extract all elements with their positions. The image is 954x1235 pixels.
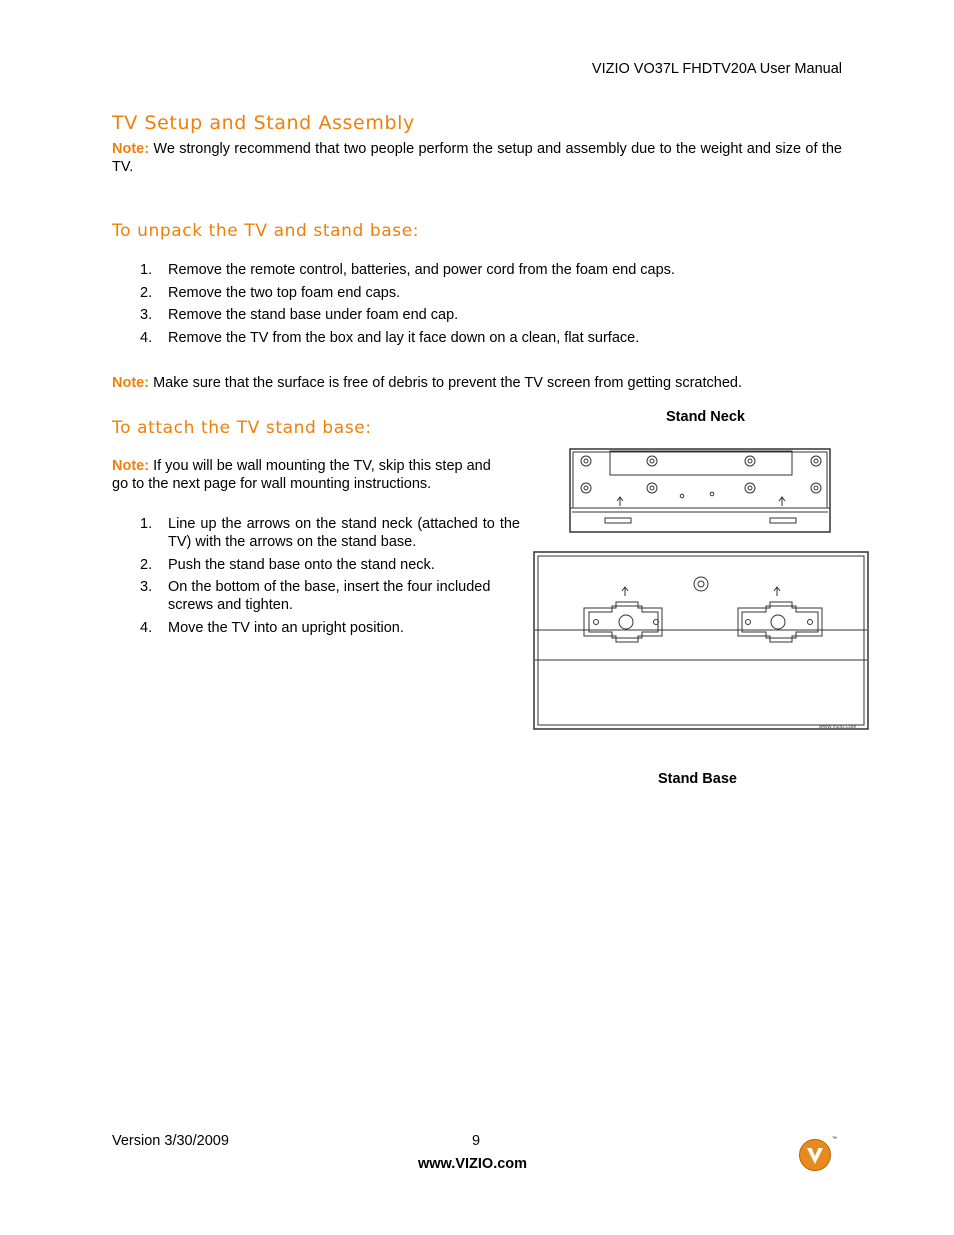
list-item: 2. Push the stand base onto the stand neck. bbox=[140, 556, 435, 573]
base-imprint-text: WWW.VIZIO.COM bbox=[818, 724, 856, 729]
stand-base-caption: Stand Base bbox=[658, 771, 737, 787]
list-item: 3. Remove the stand base under foam end cap. bbox=[140, 307, 459, 323]
note-label: Note: bbox=[112, 141, 150, 157]
unpack-steps-list bbox=[112, 261, 842, 347]
section-title: TV Setup and Stand Assembly bbox=[112, 112, 415, 134]
list-item: 4. Remove the TV from the box and lay it face down on a clean, flat surface. bbox=[140, 329, 640, 346]
stand-assembly-illustration bbox=[532, 446, 872, 732]
vizio-logo-icon bbox=[798, 1138, 832, 1172]
note-label: Note: bbox=[112, 458, 150, 474]
trademark-symbol: ™ bbox=[832, 1136, 837, 1142]
list-item: 1. Remove the remote control, batteries, and power cord from the foam end caps. bbox=[140, 262, 675, 278]
footer-website: www.VIZIO.com bbox=[418, 1156, 528, 1172]
wall-mount-note bbox=[112, 457, 502, 493]
stand-base-drawing bbox=[534, 552, 868, 729]
attach-steps-list bbox=[112, 515, 520, 637]
note-label: Note: bbox=[112, 375, 150, 391]
note-text: Make sure that the surface is free of debris to prevent the TV screen from getting scratched. bbox=[149, 375, 742, 391]
note-text: We strongly recommend that two people perform the setup and assembly due to the weight and size of the TV. bbox=[112, 141, 842, 175]
list-item: 3. On the bottom of the base, insert the four included screws and tighten. bbox=[140, 579, 491, 613]
unpack-heading: To unpack the TV and stand base: bbox=[112, 221, 420, 241]
footer-page-number: 9 bbox=[472, 1133, 481, 1149]
stand-neck-caption: Stand Neck bbox=[666, 409, 745, 425]
footer-version: Version 3/30/2009 bbox=[112, 1133, 229, 1149]
stand-neck-drawing bbox=[570, 449, 830, 532]
surface-note bbox=[112, 374, 842, 392]
intro-note bbox=[112, 140, 842, 176]
document-header-title: VIZIO VO37L FHDTV20A User Manual bbox=[591, 61, 842, 77]
list-item: 4. Move the TV into an upright position. bbox=[140, 619, 404, 636]
note-text: If you will be wall mounting the TV, skip this step and go to the next page for wall mounting instructions. bbox=[112, 458, 491, 492]
list-item: 2. Remove the two top foam end caps. bbox=[140, 284, 401, 301]
attach-heading: To attach the TV stand base: bbox=[112, 418, 372, 438]
list-item: 1. Line up the arrows on the stand neck (attached to the TV) with the arrows on the stand base. bbox=[140, 516, 520, 550]
